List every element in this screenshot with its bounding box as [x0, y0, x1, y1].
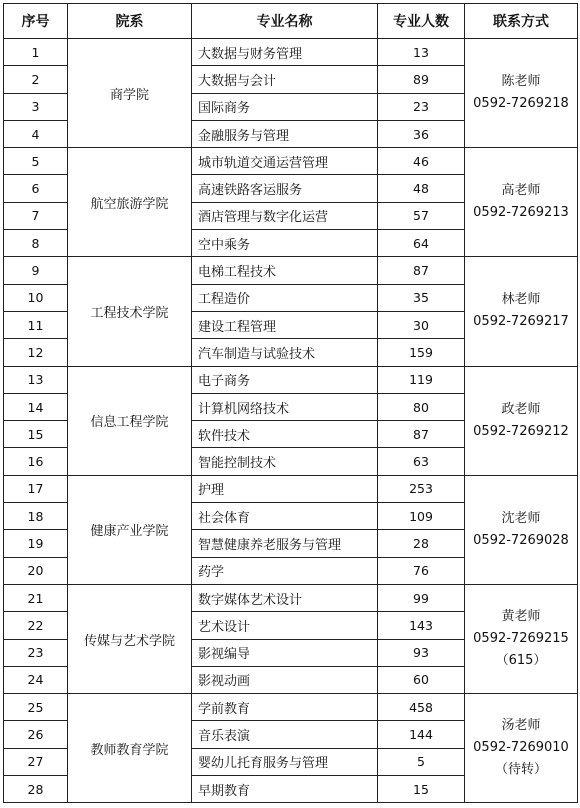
contact-person: 陈老师 — [501, 74, 541, 90]
college-cell: 健康产业学院 — [68, 475, 192, 584]
major-name: 早期教育 — [192, 776, 378, 803]
contact-cell — [465, 257, 578, 366]
row-index: 17 — [4, 475, 68, 502]
contact-cell — [465, 694, 578, 803]
major-name: 国际商务 — [192, 93, 378, 120]
major-count: 159 — [378, 339, 465, 366]
row-index: 23 — [4, 639, 68, 666]
header-row — [4, 4, 578, 39]
contact-person: 政老师 — [501, 401, 541, 417]
major-count: 458 — [378, 694, 465, 721]
college-cell: 工程技术学院 — [68, 257, 192, 366]
major-name: 高速铁路客运服务 — [192, 175, 378, 202]
row-index: 3 — [4, 93, 68, 120]
row-index: 18 — [4, 503, 68, 530]
contact-phone: 0592-7269213 — [473, 205, 569, 221]
row-index: 4 — [4, 120, 68, 147]
major-count: 89 — [378, 66, 465, 93]
major-name: 酒店管理与数字化运营 — [192, 202, 378, 229]
row-index: 13 — [4, 366, 68, 393]
contact-extension: （待转） — [494, 762, 547, 778]
contact-person: 黄老师 — [501, 609, 541, 625]
major-count: 28 — [378, 530, 465, 557]
major-name: 婴幼儿托育服务与管理 — [192, 748, 378, 775]
major-name: 电梯工程技术 — [192, 257, 378, 284]
major-name: 社会体育 — [192, 503, 378, 530]
contact-person: 高老师 — [501, 183, 541, 199]
major-count: 13 — [378, 39, 465, 66]
table-row — [4, 694, 578, 721]
row-index: 25 — [4, 694, 68, 721]
row-index: 20 — [4, 557, 68, 584]
major-count: 64 — [378, 230, 465, 257]
contact-phone: 0592-7269212 — [473, 423, 569, 439]
major-name: 大数据与财务管理 — [192, 39, 378, 66]
major-name: 计算机网络技术 — [192, 393, 378, 420]
major-name: 智能控制技术 — [192, 448, 378, 475]
row-index: 22 — [4, 612, 68, 639]
table-row — [4, 148, 578, 175]
table-row — [4, 475, 578, 502]
row-index: 9 — [4, 257, 68, 284]
contact-phone: 0592-7269010 — [473, 740, 569, 756]
major-name: 金融服务与管理 — [192, 120, 378, 147]
contact-person: 汤老师 — [501, 718, 541, 734]
major-name: 智慧健康养老服务与管理 — [192, 530, 378, 557]
contact-extension: （615） — [495, 653, 547, 669]
table-row — [4, 257, 578, 284]
row-index: 26 — [4, 721, 68, 748]
row-index: 16 — [4, 448, 68, 475]
major-name: 工程造价 — [192, 284, 378, 311]
row-index: 11 — [4, 311, 68, 338]
header-count: 专业人数 — [378, 4, 465, 39]
college-cell: 商学院 — [68, 39, 192, 148]
row-index: 15 — [4, 421, 68, 448]
header-major: 专业名称 — [192, 4, 378, 39]
major-name: 艺术设计 — [192, 612, 378, 639]
header-index: 序号 — [4, 4, 68, 39]
major-count: 63 — [378, 448, 465, 475]
row-index: 24 — [4, 666, 68, 693]
row-index: 2 — [4, 66, 68, 93]
major-count: 23 — [378, 93, 465, 120]
major-count: 93 — [378, 639, 465, 666]
major-name: 护理 — [192, 475, 378, 502]
row-index: 6 — [4, 175, 68, 202]
major-count: 119 — [378, 366, 465, 393]
contact-cell — [465, 475, 578, 584]
major-name: 药学 — [192, 557, 378, 584]
row-index: 19 — [4, 530, 68, 557]
contact-cell — [465, 366, 578, 475]
row-index: 21 — [4, 584, 68, 611]
major-count: 80 — [378, 393, 465, 420]
major-name: 影视编导 — [192, 639, 378, 666]
major-count: 87 — [378, 421, 465, 448]
college-cell: 教师教育学院 — [68, 694, 192, 803]
major-name: 数字媒体艺术设计 — [192, 584, 378, 611]
major-name: 城市轨道交通运营管理 — [192, 148, 378, 175]
row-index: 1 — [4, 39, 68, 66]
major-count: 57 — [378, 202, 465, 229]
row-index: 27 — [4, 748, 68, 775]
row-index: 12 — [4, 339, 68, 366]
contact-phone: 0592-7269218 — [473, 96, 569, 112]
major-count: 5 — [378, 748, 465, 775]
row-index: 5 — [4, 148, 68, 175]
contact-person: 林老师 — [501, 292, 541, 308]
college-cell: 信息工程学院 — [68, 366, 192, 475]
major-count: 144 — [378, 721, 465, 748]
major-count: 99 — [378, 584, 465, 611]
major-name: 学前教育 — [192, 694, 378, 721]
major-count: 109 — [378, 503, 465, 530]
major-name: 软件技术 — [192, 421, 378, 448]
college-cell: 航空旅游学院 — [68, 148, 192, 257]
major-count: 46 — [378, 148, 465, 175]
table-row — [4, 584, 578, 611]
contact-cell — [465, 148, 578, 257]
major-count: 48 — [378, 175, 465, 202]
major-name: 电子商务 — [192, 366, 378, 393]
major-count: 36 — [378, 120, 465, 147]
majors-table — [3, 3, 578, 803]
contact-cell — [465, 39, 578, 148]
row-index: 7 — [4, 202, 68, 229]
table-body — [4, 39, 578, 803]
contact-person: 沈老师 — [501, 510, 541, 526]
major-count: 15 — [378, 776, 465, 803]
major-count: 35 — [378, 284, 465, 311]
contact-cell — [465, 584, 578, 693]
major-count: 87 — [378, 257, 465, 284]
major-name: 空中乘务 — [192, 230, 378, 257]
contact-phone: 0592-7269217 — [473, 314, 569, 330]
table-row — [4, 39, 578, 66]
row-index: 28 — [4, 776, 68, 803]
major-name: 大数据与会计 — [192, 66, 378, 93]
header-college: 院系 — [68, 4, 192, 39]
row-index: 8 — [4, 230, 68, 257]
contact-phone: 0592-7269028 — [473, 532, 569, 548]
college-cell: 传媒与艺术学院 — [68, 584, 192, 693]
major-name: 音乐表演 — [192, 721, 378, 748]
major-count: 253 — [378, 475, 465, 502]
header-contact: 联系方式 — [465, 4, 578, 39]
major-name: 汽车制造与试验技术 — [192, 339, 378, 366]
major-count: 143 — [378, 612, 465, 639]
major-count: 30 — [378, 311, 465, 338]
major-name: 建设工程管理 — [192, 311, 378, 338]
major-count: 60 — [378, 666, 465, 693]
contact-phone: 0592-7269215 — [473, 631, 569, 647]
major-count: 76 — [378, 557, 465, 584]
row-index: 10 — [4, 284, 68, 311]
major-name: 影视动画 — [192, 666, 378, 693]
table-row — [4, 366, 578, 393]
row-index: 14 — [4, 393, 68, 420]
